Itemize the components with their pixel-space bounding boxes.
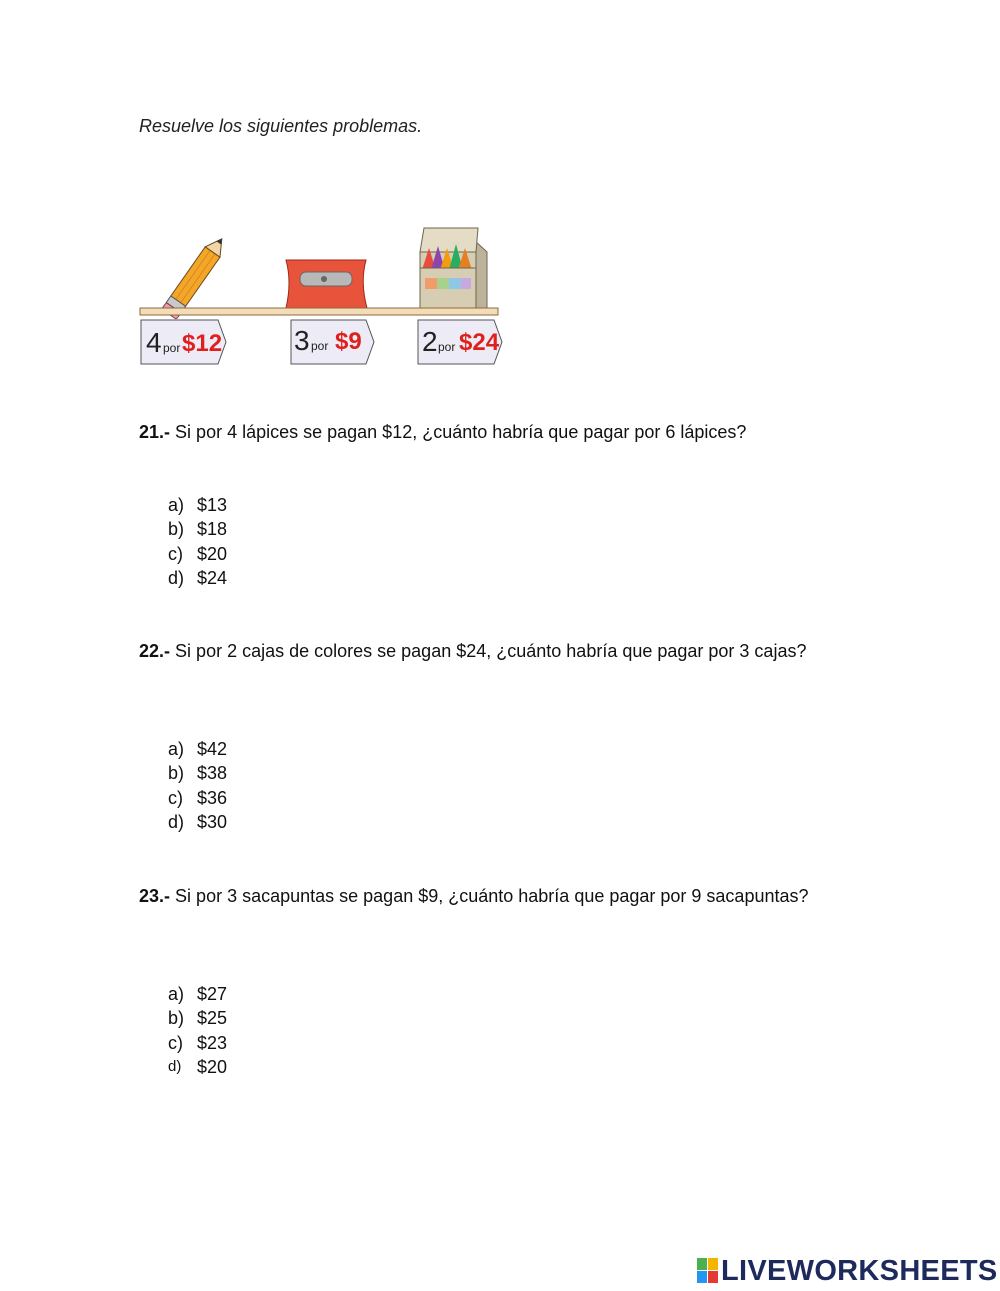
pencil-icon [162,234,230,320]
tag-por: por [163,341,181,355]
question-number: 23.- [139,886,171,906]
option-a[interactable]: a) $13 [168,495,228,515]
logo-mark-icon [697,1258,719,1284]
option-b[interactable]: b) $18 [168,519,228,540]
instructions-text: Resuelve los siguientes problemas. [139,116,423,136]
option-a[interactable]: a) $27 [168,984,228,1004]
option-b[interactable]: b) $38 [168,763,228,784]
tag-qty: 3 [294,325,310,356]
option-a[interactable]: a) $42 [168,739,228,759]
tag-qty: 2 [422,326,438,357]
crayon-box-icon [420,228,487,310]
option-c[interactable]: c) $23 [168,1032,228,1053]
question-number: 22.- [139,641,171,661]
tag-por: por [438,340,456,354]
option-d[interactable]: d) $24 [168,567,228,588]
tag-por: por [311,339,329,353]
logo-text: LIVEWORKSHEETS [721,1254,998,1287]
option-d[interactable]: d) $20 [168,1056,228,1077]
option-b[interactable]: b) $25 [168,1008,228,1029]
shelf [140,308,498,315]
question-22 [139,639,829,663]
price-tag-crayons [418,320,502,364]
price-tag-sharpeners [291,320,374,364]
tag-price: $12 [182,330,223,357]
question-23 [139,884,829,908]
question-text: Si por 4 lápices se pagan $12, ¿cuánto habría que pagar por 6 lápices? [175,422,747,442]
options-21 [168,493,227,590]
question-number: 21.- [139,422,171,442]
tag-price: $9 [335,328,362,355]
tag-price: $24 [459,329,500,356]
option-d[interactable]: d) $30 [168,811,228,832]
liveworksheets-logo [697,1255,998,1287]
sharpener-icon [286,260,367,308]
option-c[interactable]: c) $36 [168,787,228,808]
option-c[interactable]: c) $20 [168,543,228,564]
question-21 [139,420,829,444]
question-text: Si por 3 sacapuntas se pagan $9, ¿cuánto habría que pagar por 9 sacapuntas? [175,886,809,906]
options-23 [168,982,227,1079]
price-tag-pencils [141,320,226,364]
tag-qty: 4 [146,327,162,358]
question-text: Si por 2 cajas de colores se pagan $24, ¿cuánto habría que pagar por 3 cajas? [175,641,807,661]
school-supplies-illustration [138,222,510,372]
options-22 [168,737,227,834]
